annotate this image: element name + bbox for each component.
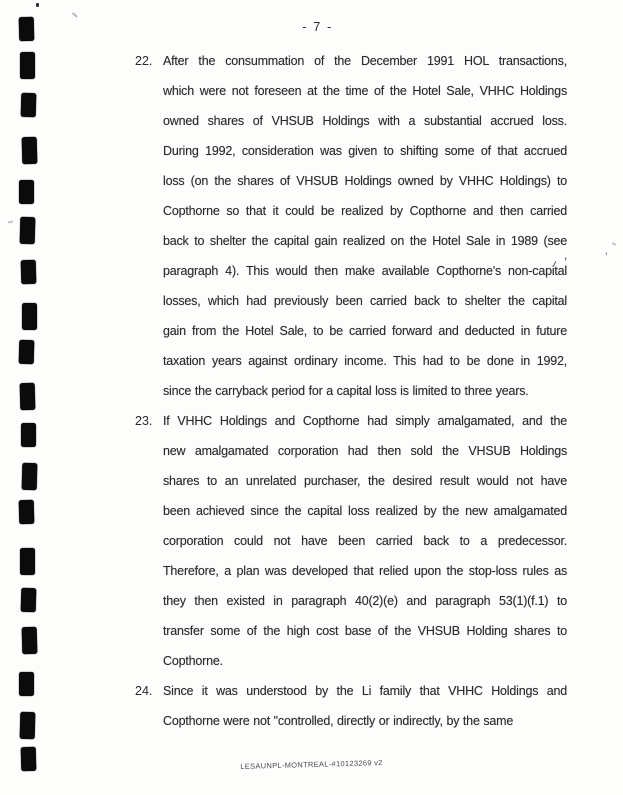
paragraph-line: they then existed in paragraph 40(2)(e) and paragraph 53(1)(f.1) to [163,594,567,608]
paragraph-block [135,406,571,676]
paragraph-line: During 1992, consideration was given to shifting some of that accrued [163,144,567,158]
scan-speck [72,12,78,17]
scan-speck [612,242,616,246]
paragraph-line: owned shares of VHSUB Holdings with a substantial accrued loss. [163,114,567,128]
paragraph-text [163,46,567,406]
paragraph-line: new amalgamated corporation had then sold the VHSUB Holdings [163,444,567,458]
document-body [135,46,571,736]
binding-mark [20,52,35,79]
binding-mark [19,672,34,696]
paragraph-line: shares to an unrelated purchaser, the desired result would not have [163,474,567,488]
paragraph-line: gain from the Hotel Sale, to be carried forward and deducted in future [163,324,567,338]
scan-artifact-comma: , [564,248,568,262]
paragraph-line: taxation years against ordinary income. This had to be done in 1992, [163,354,567,368]
binding-mark [21,93,37,117]
binding-mark [19,180,34,204]
binding-mark [20,217,36,244]
paragraph-line: Since it was understood by the Li family that VHHC Holdings and [163,684,567,698]
scan-artifact-tick: ’ [605,250,608,264]
paragraph-line: Copthorne were not "controlled, directly or indirectly, by the same [163,714,514,728]
binding-mark [21,260,37,284]
scan-speck [8,221,13,224]
binding-mark [22,463,38,490]
paragraph-line: which were not foreseen at the time of the Hotel Sale, VHHC Holdings [163,84,567,98]
paragraph-block [135,46,571,406]
binding-mark [20,712,36,739]
binding-mark [22,303,37,330]
paragraph-line: Therefore, a plan was developed that relied upon the stop-loss rules as [163,564,567,578]
paragraph-line: been achieved since the capital loss realized by the new amalgamated [163,504,567,518]
paragraph-number: 24. [135,684,153,698]
paragraph-line: After the consummation of the December 1991 HOL transactions, [163,54,567,68]
paragraph-number: 22. [135,54,153,68]
paragraph-line: since the carryback period for a capital loss is limited to three years. [163,384,529,398]
paragraph-line: corporation could not have been carried back to a predecessor. [163,534,567,548]
page-number-header: - 7 - [302,19,333,34]
paragraph-line: transfer some of the high cost base of the VHSUB Holding shares to [163,624,567,638]
binding-mark [19,340,35,364]
paragraph-line: Copthorne. [163,654,223,668]
paragraph-line: paragraph 4). This would then make available Copthorne's non-capital [163,264,567,278]
paragraph-number: 23. [135,414,153,428]
paragraph-line: loss (on the shares of VHSUB Holdings owned by VHHC Holdings) to [163,174,567,188]
binding-mark [22,627,38,654]
paragraph-block [135,676,571,736]
paragraph-line: If VHHC Holdings and Copthorne had simply amalgamated, and the [163,414,567,428]
paragraph-line: back to shelter the capital gain realized on the Hotel Sale in 1989 (see [163,234,567,248]
binding-mark [19,500,35,524]
binding-mark [20,548,35,575]
document-footer: LESAUNPL-MONTREAL-#10123269 v2 [240,758,383,771]
binding-mark [21,423,36,447]
binding-mark [21,588,37,612]
scan-speck [36,3,39,7]
binding-mark [22,137,38,164]
paragraph-line: Copthorne so that it could be realized by Copthorne and then carried [163,204,567,218]
paragraph-text [163,406,567,676]
binding-mark [20,383,36,410]
paragraph-line: losses, which had previously been carried back to shelter the capital [163,294,567,308]
paragraph-text [163,676,567,736]
